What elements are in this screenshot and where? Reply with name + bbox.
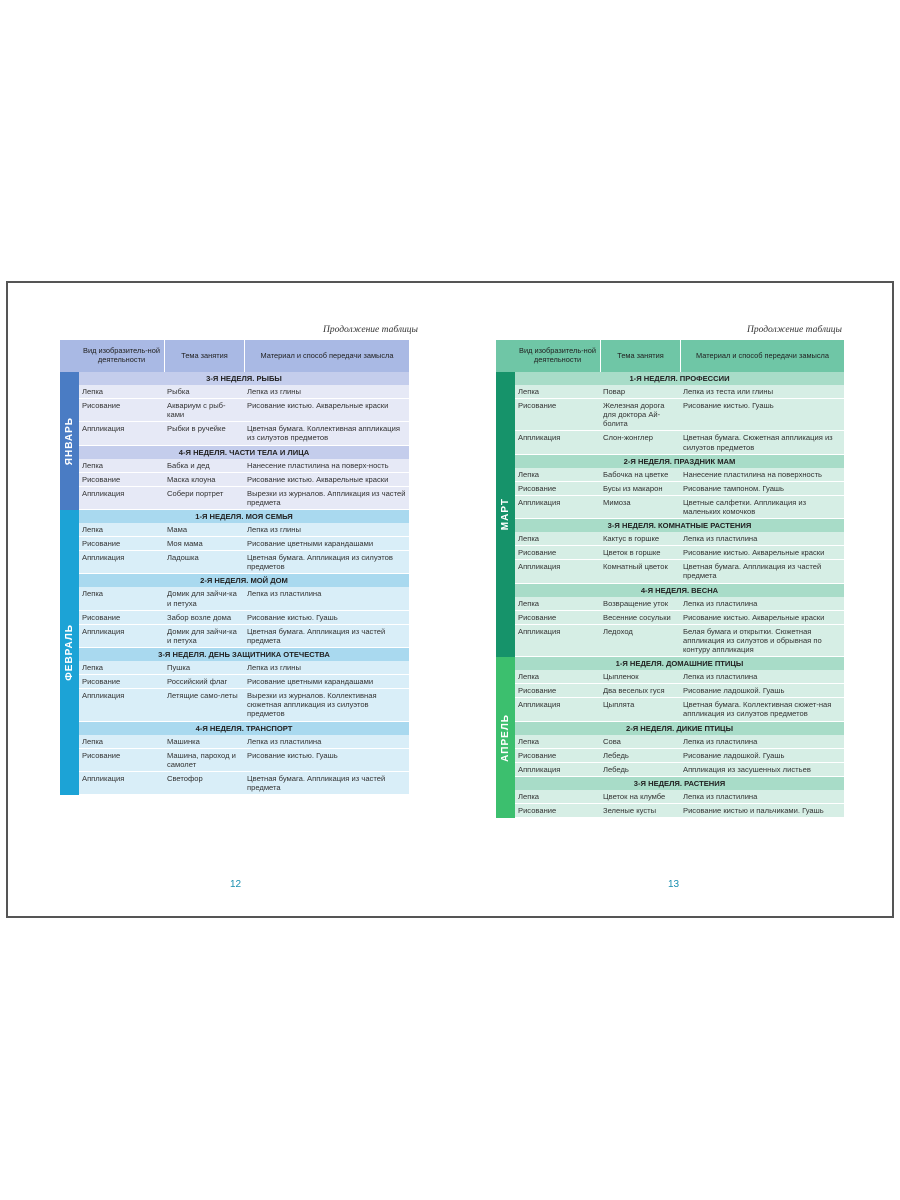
table-row (79, 473, 409, 487)
week-title: 2-Я НЕДЕЛЯ. МОЙ ДОМ (79, 574, 409, 587)
topic-cell: Бусы из макарон (603, 483, 663, 493)
table-body (496, 372, 844, 818)
topic-cell: Мама (167, 524, 188, 534)
table-row (515, 431, 844, 454)
activity-cell: Аппликация (82, 424, 125, 434)
topic-cell: Кактус в горшке (603, 534, 660, 544)
schedule-table (60, 340, 409, 795)
activity-cell: Лепка (518, 469, 540, 479)
topic-cell: Лебедь (603, 764, 629, 774)
material-cell: Лепка из пластилина (247, 736, 322, 746)
table-header (496, 340, 844, 372)
table-row (79, 399, 409, 422)
table-row (79, 749, 409, 772)
month-group (79, 372, 409, 510)
table-row (515, 625, 844, 657)
activity-cell: Лепка (518, 791, 540, 801)
table-row (515, 482, 844, 496)
header-month-spacer (496, 340, 515, 372)
topic-cell: Возвращение уток (603, 598, 669, 608)
activity-cell: Аппликация (82, 691, 125, 701)
header-month-spacer (60, 340, 79, 372)
month-column (60, 372, 79, 795)
table-row (515, 532, 844, 546)
rows-column (79, 372, 409, 795)
month-label (496, 657, 515, 818)
continuation-label: Продолжение таблицы (322, 325, 418, 335)
activity-cell: Рисование (518, 612, 557, 622)
material-cell: Лепка из пластилина (247, 589, 322, 599)
activity-cell: Лепка (82, 524, 104, 534)
material-cell: Цветная бумага. Коллективная аппликация из силуэтов предметов (247, 424, 400, 443)
activity-cell: Рисование (82, 750, 121, 760)
activity-cell: Рисование (518, 805, 557, 815)
topic-cell: Домик для зайчи-ка и петуха (167, 589, 237, 608)
material-cell: Рисование тампоном. Гуашь (683, 483, 784, 493)
activity-cell: Рисование (82, 474, 121, 484)
schedule-table (496, 340, 844, 818)
month-group (515, 657, 844, 818)
activity-cell: Рисование (518, 548, 557, 558)
material-cell: Рисование кистью. Гуашь (247, 750, 338, 760)
material-cell: Лепка из пластилина (683, 672, 758, 682)
topic-cell: Российский флаг (167, 677, 228, 687)
material-cell: Рисование кистью. Акварельные краски (247, 401, 389, 411)
material-cell: Цветная бумага. Сюжетная аппликация из силуэтов предметов (683, 433, 833, 452)
activity-cell: Рисование (82, 401, 121, 411)
week-title: 4-Я НЕДЕЛЯ. ТРАНСПОРТ (79, 722, 409, 735)
month-group (79, 510, 409, 795)
table-row (515, 611, 844, 625)
activity-cell: Рисование (82, 612, 121, 622)
activity-cell: Рисование (518, 750, 557, 760)
topic-cell: Два веселых гуся (603, 686, 665, 696)
material-cell: Аппликация из засушенных листьев (683, 764, 811, 774)
week-title: 3-Я НЕДЕЛЯ. РАСТЕНИЯ (515, 777, 844, 790)
week-title: 3-Я НЕДЕЛЯ. ДЕНЬ ЗАЩИТНИКА ОТЕЧЕСТВА (79, 648, 409, 661)
topic-cell: Комнатный цветок (603, 562, 668, 572)
month-name: ЯНВАРЬ (63, 416, 75, 466)
topic-cell: Домик для зайчи-ка и петуха (167, 626, 237, 645)
week-title: 4-Я НЕДЕЛЯ. ВЕСНА (515, 584, 844, 597)
material-cell: Рисование кистью. Акварельные краски (247, 474, 389, 484)
header-lesson-topic: Тема занятия (164, 340, 244, 372)
rows-column (515, 372, 844, 818)
table-row (79, 422, 409, 445)
header-activity-type: Вид изобразитель-ной деятельности (83, 346, 160, 364)
activity-cell: Аппликация (82, 488, 125, 498)
activity-cell: Аппликация (82, 553, 125, 563)
activity-cell: Лепка (518, 736, 540, 746)
activity-cell: Лепка (82, 736, 104, 746)
topic-cell: Цветок на клумбе (603, 791, 666, 801)
table-row (79, 487, 409, 510)
header-activity-type: Вид изобразитель-ной деятельности (519, 346, 596, 364)
topic-cell: Цыплята (603, 700, 635, 710)
table-row (79, 523, 409, 537)
activity-cell: Рисование (518, 686, 557, 696)
month-column (496, 372, 515, 818)
material-cell: Белая бумага и открытки. Сюжетная аппликация из силуэтов и обрывная по контуру аппликация (683, 626, 822, 654)
week-title: 3-Я НЕДЕЛЯ. КОМНАТНЫЕ РАСТЕНИЯ (515, 519, 844, 532)
continuation-label: Продолжение таблицы (746, 325, 842, 335)
table-row (515, 496, 844, 519)
week-title: 2-Я НЕДЕЛЯ. ДИКИЕ ПТИЦЫ (515, 722, 844, 735)
table-row (515, 698, 844, 721)
material-cell: Рисование цветными карандашами (247, 539, 374, 549)
material-cell: Рисование кистью и пальчиками. Гуашь (683, 805, 824, 815)
topic-cell: Повар (603, 387, 626, 396)
material-cell: Рисование ладошкой. Гуашь (683, 750, 785, 760)
topic-cell: Слон-жонглер (603, 433, 653, 443)
material-cell: Цветная бумага. Аппликация из частей предмета (683, 562, 822, 581)
table-row (515, 597, 844, 611)
topic-cell: Ладошка (167, 553, 199, 563)
activity-cell: Рисование (518, 401, 557, 411)
topic-cell: Бабка и дед (167, 460, 210, 470)
topic-cell: Ледоход (603, 626, 633, 636)
topic-cell: Бабочка на цветке (603, 469, 669, 479)
topic-cell: Летящие само-леты (167, 691, 238, 701)
table-row (515, 546, 844, 560)
topic-cell: Сова (603, 736, 621, 746)
table-row (515, 385, 844, 399)
material-cell: Лепка из теста или глины (683, 387, 774, 396)
header-material-method: Материал и способ передачи замысла (680, 340, 844, 372)
week-title: 3-Я НЕДЕЛЯ. РЫБЫ (79, 372, 409, 385)
topic-cell: Машинка (167, 736, 200, 746)
material-cell: Рисование кистью. Акварельные краски (683, 612, 825, 622)
activity-cell: Лепка (82, 387, 104, 396)
table-row (515, 749, 844, 763)
activity-cell: Рисование (82, 539, 121, 549)
topic-cell: Лебедь (603, 750, 629, 760)
table-row (79, 735, 409, 749)
material-cell: Лепка из глины (247, 387, 301, 396)
table-row (515, 560, 844, 583)
topic-cell: Пушка (167, 662, 191, 672)
left-page (8, 283, 448, 916)
activity-cell: Лепка (82, 589, 104, 599)
topic-cell: Светофор (167, 773, 203, 783)
material-cell: Лепка из пластилина (683, 534, 758, 544)
activity-cell: Лепка (82, 460, 104, 470)
table-row (515, 763, 844, 777)
material-cell: Рисование кистью. Гуашь (683, 401, 774, 411)
table-row (79, 675, 409, 689)
topic-cell: Весенние сосульки (603, 612, 671, 622)
week-title: 4-Я НЕДЕЛЯ. ЧАСТИ ТЕЛА И ЛИЦА (79, 446, 409, 459)
table-row (79, 459, 409, 473)
table-row (515, 399, 844, 431)
table-row (79, 611, 409, 625)
table-row (79, 625, 409, 648)
material-cell: Вырезки из журналов. Коллективная сюжетная аппликация из силуэтов предметов (247, 691, 377, 719)
topic-cell: Моя мама (167, 539, 203, 549)
topic-cell: Зеленые кусты (603, 805, 657, 815)
week-title: 1-Я НЕДЕЛЯ. ПРОФЕССИИ (515, 372, 844, 385)
table-row (515, 735, 844, 749)
topic-cell: Мимоза (603, 497, 631, 507)
page-number: 13 (668, 879, 680, 890)
activity-cell: Аппликация (518, 626, 561, 636)
table-row (79, 537, 409, 551)
book-spread (6, 281, 894, 918)
table-row (515, 804, 844, 818)
activity-cell: Лепка (518, 387, 540, 396)
activity-cell: Аппликация (82, 626, 125, 636)
material-cell: Лепка из глины (247, 662, 301, 672)
month-label (60, 372, 79, 510)
activity-cell: Аппликация (82, 773, 125, 783)
topic-cell: Рыбки в ручейке (167, 424, 226, 434)
table-header (60, 340, 409, 372)
right-page (448, 283, 892, 916)
page-number: 12 (230, 879, 242, 890)
month-name: МАРТ (499, 498, 511, 531)
activity-cell: Лепка (518, 598, 540, 608)
material-cell: Рисование кистью. Гуашь (247, 612, 338, 622)
activity-cell: Аппликация (518, 764, 561, 774)
material-cell: Лепка из пластилина (683, 791, 758, 801)
table-row (79, 551, 409, 574)
material-cell: Нанесение пластилина на поверх-ность (247, 460, 389, 470)
activity-cell: Аппликация (518, 433, 561, 443)
month-name: АПРЕЛЬ (499, 713, 511, 762)
month-name: ФЕВРАЛЬ (63, 624, 75, 681)
activity-cell: Лепка (82, 662, 104, 672)
material-cell: Рисование цветными карандашами (247, 677, 374, 687)
material-cell: Лепка из пластилина (683, 598, 758, 608)
activity-cell: Аппликация (518, 700, 561, 710)
table-row (79, 772, 409, 795)
activity-cell: Аппликация (518, 497, 561, 507)
activity-cell: Лепка (518, 672, 540, 682)
material-cell: Лепка из глины (247, 524, 301, 534)
month-label (60, 510, 79, 795)
activity-cell: Рисование (518, 483, 557, 493)
header-material-method: Материал и способ передачи замысла (244, 340, 409, 372)
topic-cell: Машина, пароход и самолет (167, 750, 236, 769)
material-cell: Цветная бумага. Аппликация из силуэтов предметов (247, 553, 393, 572)
activity-cell: Лепка (518, 534, 540, 544)
table-row (79, 689, 409, 721)
material-cell: Цветная бумага. Коллективная сюжет-ная аппликация из силуэтов предметов (683, 700, 832, 719)
topic-cell: Забор возле дома (167, 612, 232, 622)
material-cell: Рисование кистью. Акварельные краски (683, 548, 825, 558)
activity-cell: Рисование (82, 677, 121, 687)
table-row (79, 661, 409, 675)
material-cell: Нанесение пластилина на поверхность (683, 469, 823, 479)
topic-cell: Рыбка (167, 387, 190, 396)
topic-cell: Цыпленок (603, 672, 639, 682)
topic-cell: Железная дорога для доктора Ай-болита (603, 401, 665, 429)
material-cell: Рисование ладошкой. Гуашь (683, 686, 785, 696)
activity-cell: Аппликация (518, 562, 561, 572)
table-row (79, 587, 409, 610)
material-cell: Цветные салфетки. Аппликация из маленьких комочков (683, 497, 807, 516)
material-cell: Вырезки из журналов. Аппликация из частей предмета (247, 488, 406, 507)
material-cell: Цветная бумага. Аппликация из частей предмета (247, 626, 386, 645)
topic-cell: Аквариум с рыб-ками (167, 401, 226, 420)
material-cell: Цветная бумага. Аппликация из частей предмета (247, 773, 386, 792)
week-title: 2-Я НЕДЕЛЯ. ПРАЗДНИК МАМ (515, 455, 844, 468)
topic-cell: Цветок в горшке (603, 548, 661, 558)
table-row (515, 468, 844, 482)
table-row (79, 385, 409, 399)
topic-cell: Маска клоуна (167, 474, 216, 484)
table-body (60, 372, 409, 795)
table-row (515, 684, 844, 698)
header-lesson-topic: Тема занятия (600, 340, 680, 372)
month-group (515, 372, 844, 657)
table-row (515, 790, 844, 804)
month-label (496, 372, 515, 657)
table-row (515, 670, 844, 684)
week-title: 1-Я НЕДЕЛЯ. ДОМАШНИЕ ПТИЦЫ (515, 657, 844, 670)
topic-cell: Собери портрет (167, 488, 224, 498)
week-title: 1-Я НЕДЕЛЯ. МОЯ СЕМЬЯ (79, 510, 409, 523)
material-cell: Лепка из пластилина (683, 736, 758, 746)
